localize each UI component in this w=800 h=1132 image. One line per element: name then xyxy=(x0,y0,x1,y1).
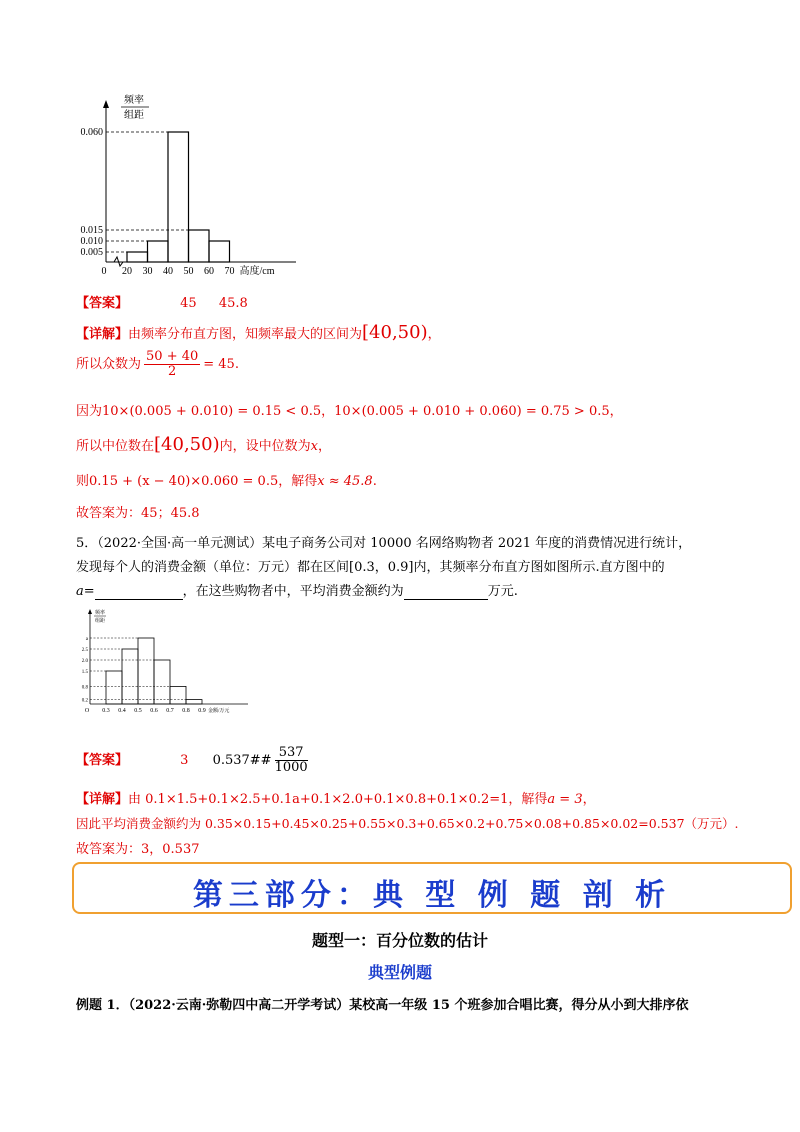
punct: . xyxy=(234,357,239,372)
q4-detail-line3 xyxy=(76,400,623,419)
detail-label: 【详解】 xyxy=(76,792,129,807)
answer-value: 45.8 xyxy=(218,296,248,311)
detail-text: 所以众数为 xyxy=(76,357,142,372)
question-text: ，在这些购物者中，平均消费金额约为 xyxy=(182,584,404,599)
detail-text: ，解得 xyxy=(278,474,318,489)
punct: ， xyxy=(317,439,331,454)
fraction-denominator: 2 xyxy=(168,364,177,379)
question-number: 5． xyxy=(76,536,98,551)
x-tick-label: 70 xyxy=(224,266,235,277)
q4-detail-line1 xyxy=(76,322,441,343)
x-tick-label: 0.5 xyxy=(134,708,142,714)
equation: = xyxy=(83,584,95,599)
equation: 10×(0.005 + 0.010) = 0.15 < 0.5 xyxy=(102,404,322,419)
variable: a xyxy=(76,584,84,599)
histogram-bar xyxy=(122,649,138,704)
equation: = 45 xyxy=(203,357,235,372)
final-text: 故答案为： xyxy=(76,506,142,521)
histogram-bar xyxy=(106,671,122,704)
histogram-bar xyxy=(148,241,169,262)
histogram-bar xyxy=(138,638,154,704)
equation: a = 3 xyxy=(547,792,583,807)
punct: ， xyxy=(321,404,335,419)
y-tick-label: 2.5 xyxy=(81,648,88,653)
y-tick-label: 0.015 xyxy=(80,225,103,236)
section-banner xyxy=(72,862,792,914)
detail-text: 所以中位数在 xyxy=(76,439,155,454)
answer-value: 45 xyxy=(141,506,158,521)
equation: x ≈ 45.8 xyxy=(317,474,373,489)
y-label-top: 频率 xyxy=(124,95,144,106)
detail-label: 【详解】 xyxy=(76,327,129,342)
question-text: 发现每个人的消费金额（单位：万元）都在区间[0.3，0.9]内，其频率分布直方图如图所示.直方图中的 xyxy=(76,560,665,575)
histogram-bar xyxy=(170,686,186,704)
detail-text: 则 xyxy=(76,474,90,489)
answer-blank[interactable] xyxy=(95,584,183,600)
y-tick-label: 0.2 xyxy=(81,698,88,704)
histogram-bar xyxy=(189,230,210,262)
q5-line3 xyxy=(76,580,518,600)
examples-heading: 典型例题 xyxy=(367,963,432,982)
q5-line1 xyxy=(76,532,691,551)
punct: ； xyxy=(157,506,171,521)
punct: ， xyxy=(582,792,596,807)
q4-detail-line4 xyxy=(76,434,331,455)
interval: [40,50) xyxy=(154,434,220,455)
x-tick-label: 0.8 xyxy=(182,708,190,714)
histogram-bar xyxy=(209,241,230,262)
variable: x xyxy=(310,439,318,454)
example-label: 例题 1． xyxy=(76,998,129,1013)
y-tick-label: 2.0 xyxy=(81,659,88,664)
histogram-spending xyxy=(68,604,268,722)
origin-label: O xyxy=(84,708,90,714)
histogram-bar xyxy=(127,252,148,262)
fraction-numerator: 50 + 40 xyxy=(146,349,199,364)
histogram-height xyxy=(68,92,308,282)
fraction-denominator: 1000 xyxy=(274,760,308,775)
answer-label: 【答案】 xyxy=(76,753,129,768)
question-source: （2022·全国·高一单元测试） xyxy=(97,536,263,551)
y-tick-label: 0.060 xyxy=(80,127,103,138)
fraction-numerator: 537 xyxy=(275,746,308,761)
question-text: 万元. xyxy=(487,584,518,599)
detail-text: 因此平均消费金额约为 0.35×0.15+0.45×0.25+0.55×0.3+0.65×0.2+0.75×0.08+0.85×0.02=0.537（万元）. xyxy=(76,816,739,831)
histogram-bar xyxy=(186,700,202,704)
detail-text: 因为 xyxy=(76,404,103,419)
equation: 10×(0.005 + 0.010 + 0.060) = 0.75 > 0.5 xyxy=(334,404,610,419)
example-1 xyxy=(76,994,688,1013)
punct: . xyxy=(372,474,377,489)
q5-final xyxy=(76,838,200,857)
detail-text: 由 0.1×1.5+0.1×2.5+0.1a+0.1×2.0+0.1×0.8+0.1×0.2=1，解得 xyxy=(128,792,548,807)
x-tick-label: 0.7 xyxy=(166,708,174,714)
q4-detail-line2 xyxy=(76,350,239,379)
fraction xyxy=(144,350,200,379)
final-text: 故答案为：3，0.537 xyxy=(76,842,200,857)
section-title: 第三部分：典 型 例 题 剖 析 xyxy=(192,878,672,913)
origin-label: 0 xyxy=(101,266,107,277)
x-tick-label: 30 xyxy=(142,266,153,277)
q4-final xyxy=(76,502,200,521)
interval: [40,50) xyxy=(362,322,428,343)
q5-answer xyxy=(76,746,311,775)
q5-line2 xyxy=(76,556,665,575)
equation: 0.15 + (x − 40)×0.060 = 0.5 xyxy=(89,474,279,489)
x-tick-label: 50 xyxy=(183,266,194,277)
punct: ， xyxy=(427,327,441,342)
x-axis-label: 高度/cm xyxy=(239,266,275,277)
answer-label: 【答案】 xyxy=(76,296,129,311)
y-label-bottom: 组距 xyxy=(95,619,106,624)
detail-text: 内，设中位数为 xyxy=(219,439,311,454)
x-tick-label: 0.3 xyxy=(102,708,110,714)
histogram-bar xyxy=(154,660,170,704)
y-tick-label: 0.010 xyxy=(80,236,103,247)
y-axis-arrow xyxy=(103,100,109,108)
answer-value: 45 xyxy=(180,296,197,311)
x-tick-label: 0.9 xyxy=(198,708,206,714)
fraction xyxy=(275,746,308,775)
q4-detail-line5 xyxy=(76,470,377,489)
detail-text: 由频率分布直方图，知频率最大的区间为 xyxy=(128,327,363,342)
example-text: （2022·云南·弥勒四中高二开学考试）某校高一年级 15 个班参加合唱比赛，得分从小到大排序依 xyxy=(128,998,689,1013)
y-tick-label: 1.5 xyxy=(81,670,88,675)
topic-subtitle: 题型一：百分位数的估计 xyxy=(311,931,488,950)
answer-value: 45.8 xyxy=(170,506,200,521)
punct: ， xyxy=(609,404,623,419)
x-tick-label: 0.6 xyxy=(150,708,158,714)
y-tick-label: 0.8 xyxy=(81,685,88,691)
question-text: 某电子商务公司对 10000 名网络购物者 2021 年度的消费情况进行统计， xyxy=(262,536,692,551)
histogram-bar xyxy=(168,132,189,262)
y-axis-arrow xyxy=(88,609,92,614)
y-label-top: 频率 xyxy=(95,611,106,616)
y-tick-label: 0.005 xyxy=(80,247,103,258)
x-axis-label: 金额/万元 xyxy=(208,709,230,714)
y-tick-label: a xyxy=(85,637,88,642)
answer-value: 0.537## xyxy=(212,753,272,768)
x-tick-label: 0.4 xyxy=(118,708,126,714)
x-tick-label: 20 xyxy=(122,266,132,277)
x-tick-label: 40 xyxy=(163,266,173,277)
answer-blank[interactable] xyxy=(404,584,488,600)
q5-detail-line2 xyxy=(76,814,739,832)
y-label-bottom: 组距 xyxy=(124,110,144,121)
q5-detail-line1 xyxy=(76,788,596,807)
answer-value: 3 xyxy=(180,753,189,768)
q4-answer xyxy=(76,292,248,311)
x-tick-label: 60 xyxy=(204,266,214,277)
